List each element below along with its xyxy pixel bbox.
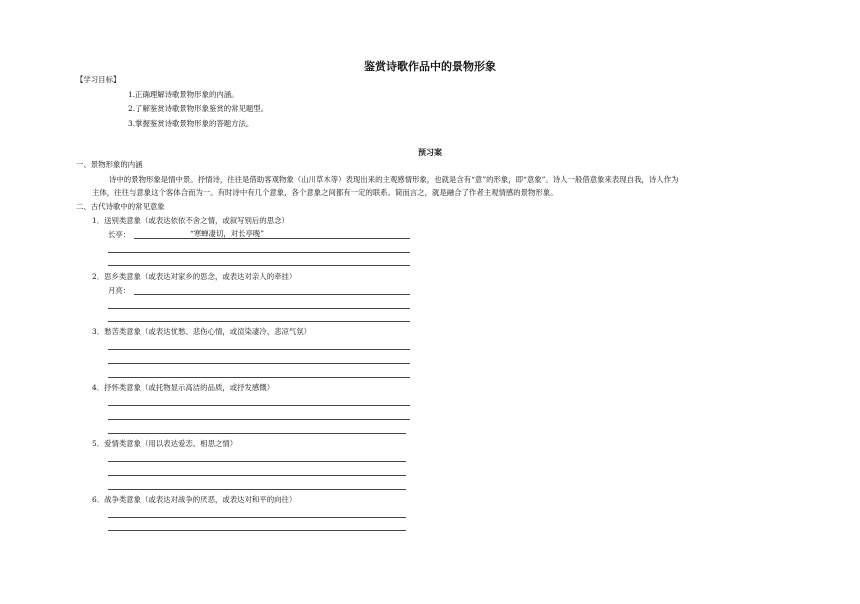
answer-line[interactable] bbox=[108, 377, 410, 378]
objective-item: 3.掌握鉴赏诗歌景物形象的答题方法。 bbox=[128, 119, 254, 128]
part1-paragraph-line1: 诗中的景物形象是情中景。抒情诗，往往是借助客观物象（山川草木等）表现出来的主观感情形象，也就是含有“意”的形象，即“意象”。诗人一般借意象来表现自我，诗人作为 bbox=[109, 175, 679, 184]
answer-line[interactable] bbox=[108, 475, 406, 476]
imagery-item-label: 5．爱情类意象（用以表达爱恋、相思之情） bbox=[92, 439, 238, 448]
answer-line[interactable] bbox=[108, 405, 410, 406]
imagery-item-label: 3．愁苦类意象（或表达忧愁、悲伤心情，或渲染凄冷、悲凉气氛） bbox=[92, 327, 312, 336]
answer-fill-text: “寒蝉凄切，对长亭晚” bbox=[190, 229, 265, 238]
answer-prefix: 长亭： bbox=[108, 230, 131, 239]
answer-line[interactable] bbox=[108, 252, 410, 253]
answer-line[interactable] bbox=[108, 363, 410, 364]
objective-item: 1.正确理解诗歌景物形象的内涵。 bbox=[128, 90, 239, 99]
part1-heading: 一、景物形象的内涵 bbox=[76, 160, 143, 169]
part2-heading: 二、古代诗歌中的常见意象 bbox=[76, 202, 165, 211]
answer-line[interactable] bbox=[108, 321, 410, 322]
answer-line[interactable] bbox=[108, 530, 406, 531]
section-title: 预习案 bbox=[418, 147, 442, 157]
answer-line[interactable] bbox=[108, 489, 406, 490]
imagery-item-label: 2．思乡类意象（或表达对家乡的思念，或表达对亲人的牵挂） bbox=[92, 272, 297, 281]
page-title: 鉴赏诗歌作品中的景物形象 bbox=[364, 60, 496, 73]
imagery-item-label: 6．战争类意象（或表达对战争的厌恶，或表达对和平的向往） bbox=[92, 495, 297, 504]
answer-line[interactable] bbox=[108, 349, 410, 350]
answer-prefix: 月亮： bbox=[108, 286, 131, 295]
imagery-item-label: 1．送别类意象（或表达依依不舍之情，或叙写别后的思念） bbox=[92, 216, 289, 225]
imagery-item-label: 4．抒怀类意象（或托物显示高洁的品质，或抒发感慨） bbox=[92, 383, 275, 392]
answer-line[interactable] bbox=[134, 238, 410, 239]
answer-line[interactable] bbox=[108, 461, 406, 462]
part1-paragraph-line2: 主体，往往与意象这个客体合而为一。有时诗中有几个意象，各个意象之间都有一定的联系。简而言之，就是融合了作者主观情感的景物形象。 bbox=[92, 188, 558, 197]
answer-line[interactable] bbox=[108, 308, 410, 309]
answer-line[interactable] bbox=[108, 419, 410, 420]
objective-item: 2.了解鉴赏诗歌景物形象鉴赏的常见题型。 bbox=[128, 104, 269, 113]
answer-line[interactable] bbox=[108, 517, 406, 518]
objectives-header: 【学习目标】 bbox=[76, 75, 121, 84]
answer-line[interactable] bbox=[108, 265, 410, 266]
answer-line[interactable] bbox=[108, 433, 406, 434]
answer-line[interactable] bbox=[134, 294, 410, 295]
